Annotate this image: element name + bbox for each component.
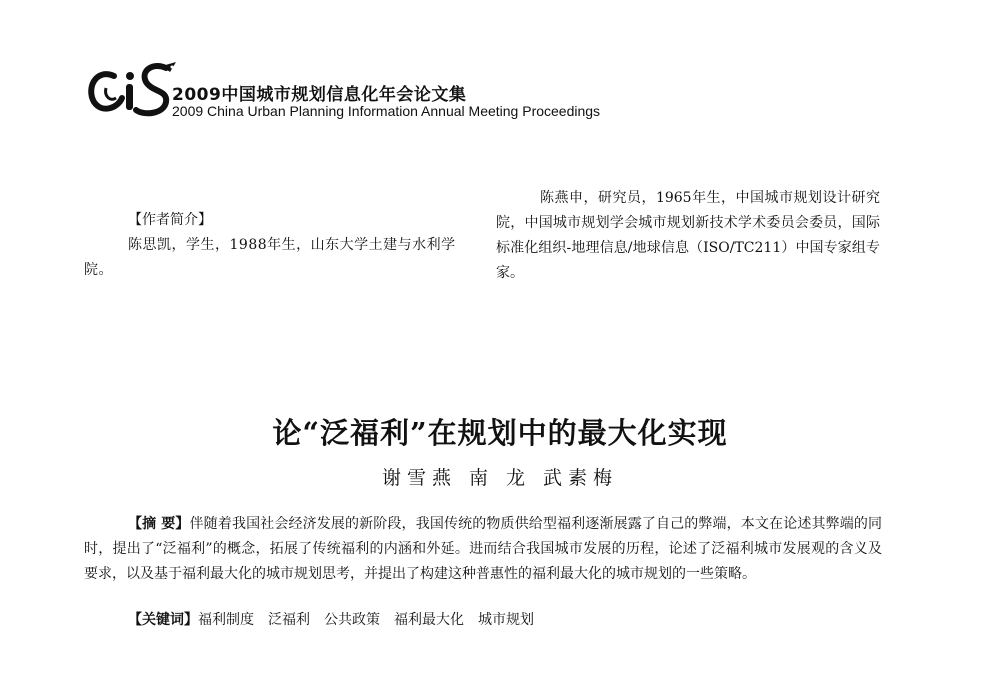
bio-text-left: 陈思凯，学生，1988年生，山东大学土建与水利学院。 [84, 237, 456, 278]
author-bio-left [84, 208, 468, 283]
bio-heading: 【作者简介】 [128, 212, 212, 228]
keywords [128, 609, 548, 629]
keyword-item: 泛福利 [268, 612, 310, 628]
abstract-label: 【摘 要】 [128, 516, 190, 532]
keyword-item: 福利制度 [198, 612, 254, 628]
keywords-label: 【关键词】 [128, 612, 198, 628]
proceedings-title-cn: 2009中国城市规划信息化年会论文集 [172, 85, 467, 105]
proceedings-title-en: 2009 China Urban Planning Information Annual Meeting Proceedings [172, 103, 601, 119]
keyword-item: 城市规划 [478, 612, 534, 628]
bio-text-right: 陈燕申，研究员，1965年生，中国城市规划设计研究院，中国城市规划学会城市规划新技术学术委员会委员，国际标准化组织-地理信息/地球信息（ISO/TC211）中国专家组专家。 [496, 190, 880, 281]
author-bio-right [496, 186, 880, 286]
article-authors: 谢雪燕 南 龙 武素梅 [381, 467, 619, 489]
abstract-text: 伴随着我国社会经济发展的新阶段，我国传统的物质供给型福利逐渐展露了自己的弊端，本文在论述其弊端的同时，提出了“泛福利”的概念，拓展了传统福利的内涵和外延。进而结合我国城市发展的历程，论述了泛福利城市发展观的含义及要求，以及基于福利最大化的城市规划思考，并提出了构建这种普惠性的福利最大化的城市规划的一些策略。 [84, 516, 882, 582]
article-title: 论“泛福利”在规划中的最大化实现 [272, 416, 728, 450]
keyword-item: 福利最大化 [394, 612, 464, 628]
keyword-item: 公共政策 [324, 612, 380, 628]
cis-logo-icon [84, 58, 180, 122]
abstract [84, 512, 882, 587]
